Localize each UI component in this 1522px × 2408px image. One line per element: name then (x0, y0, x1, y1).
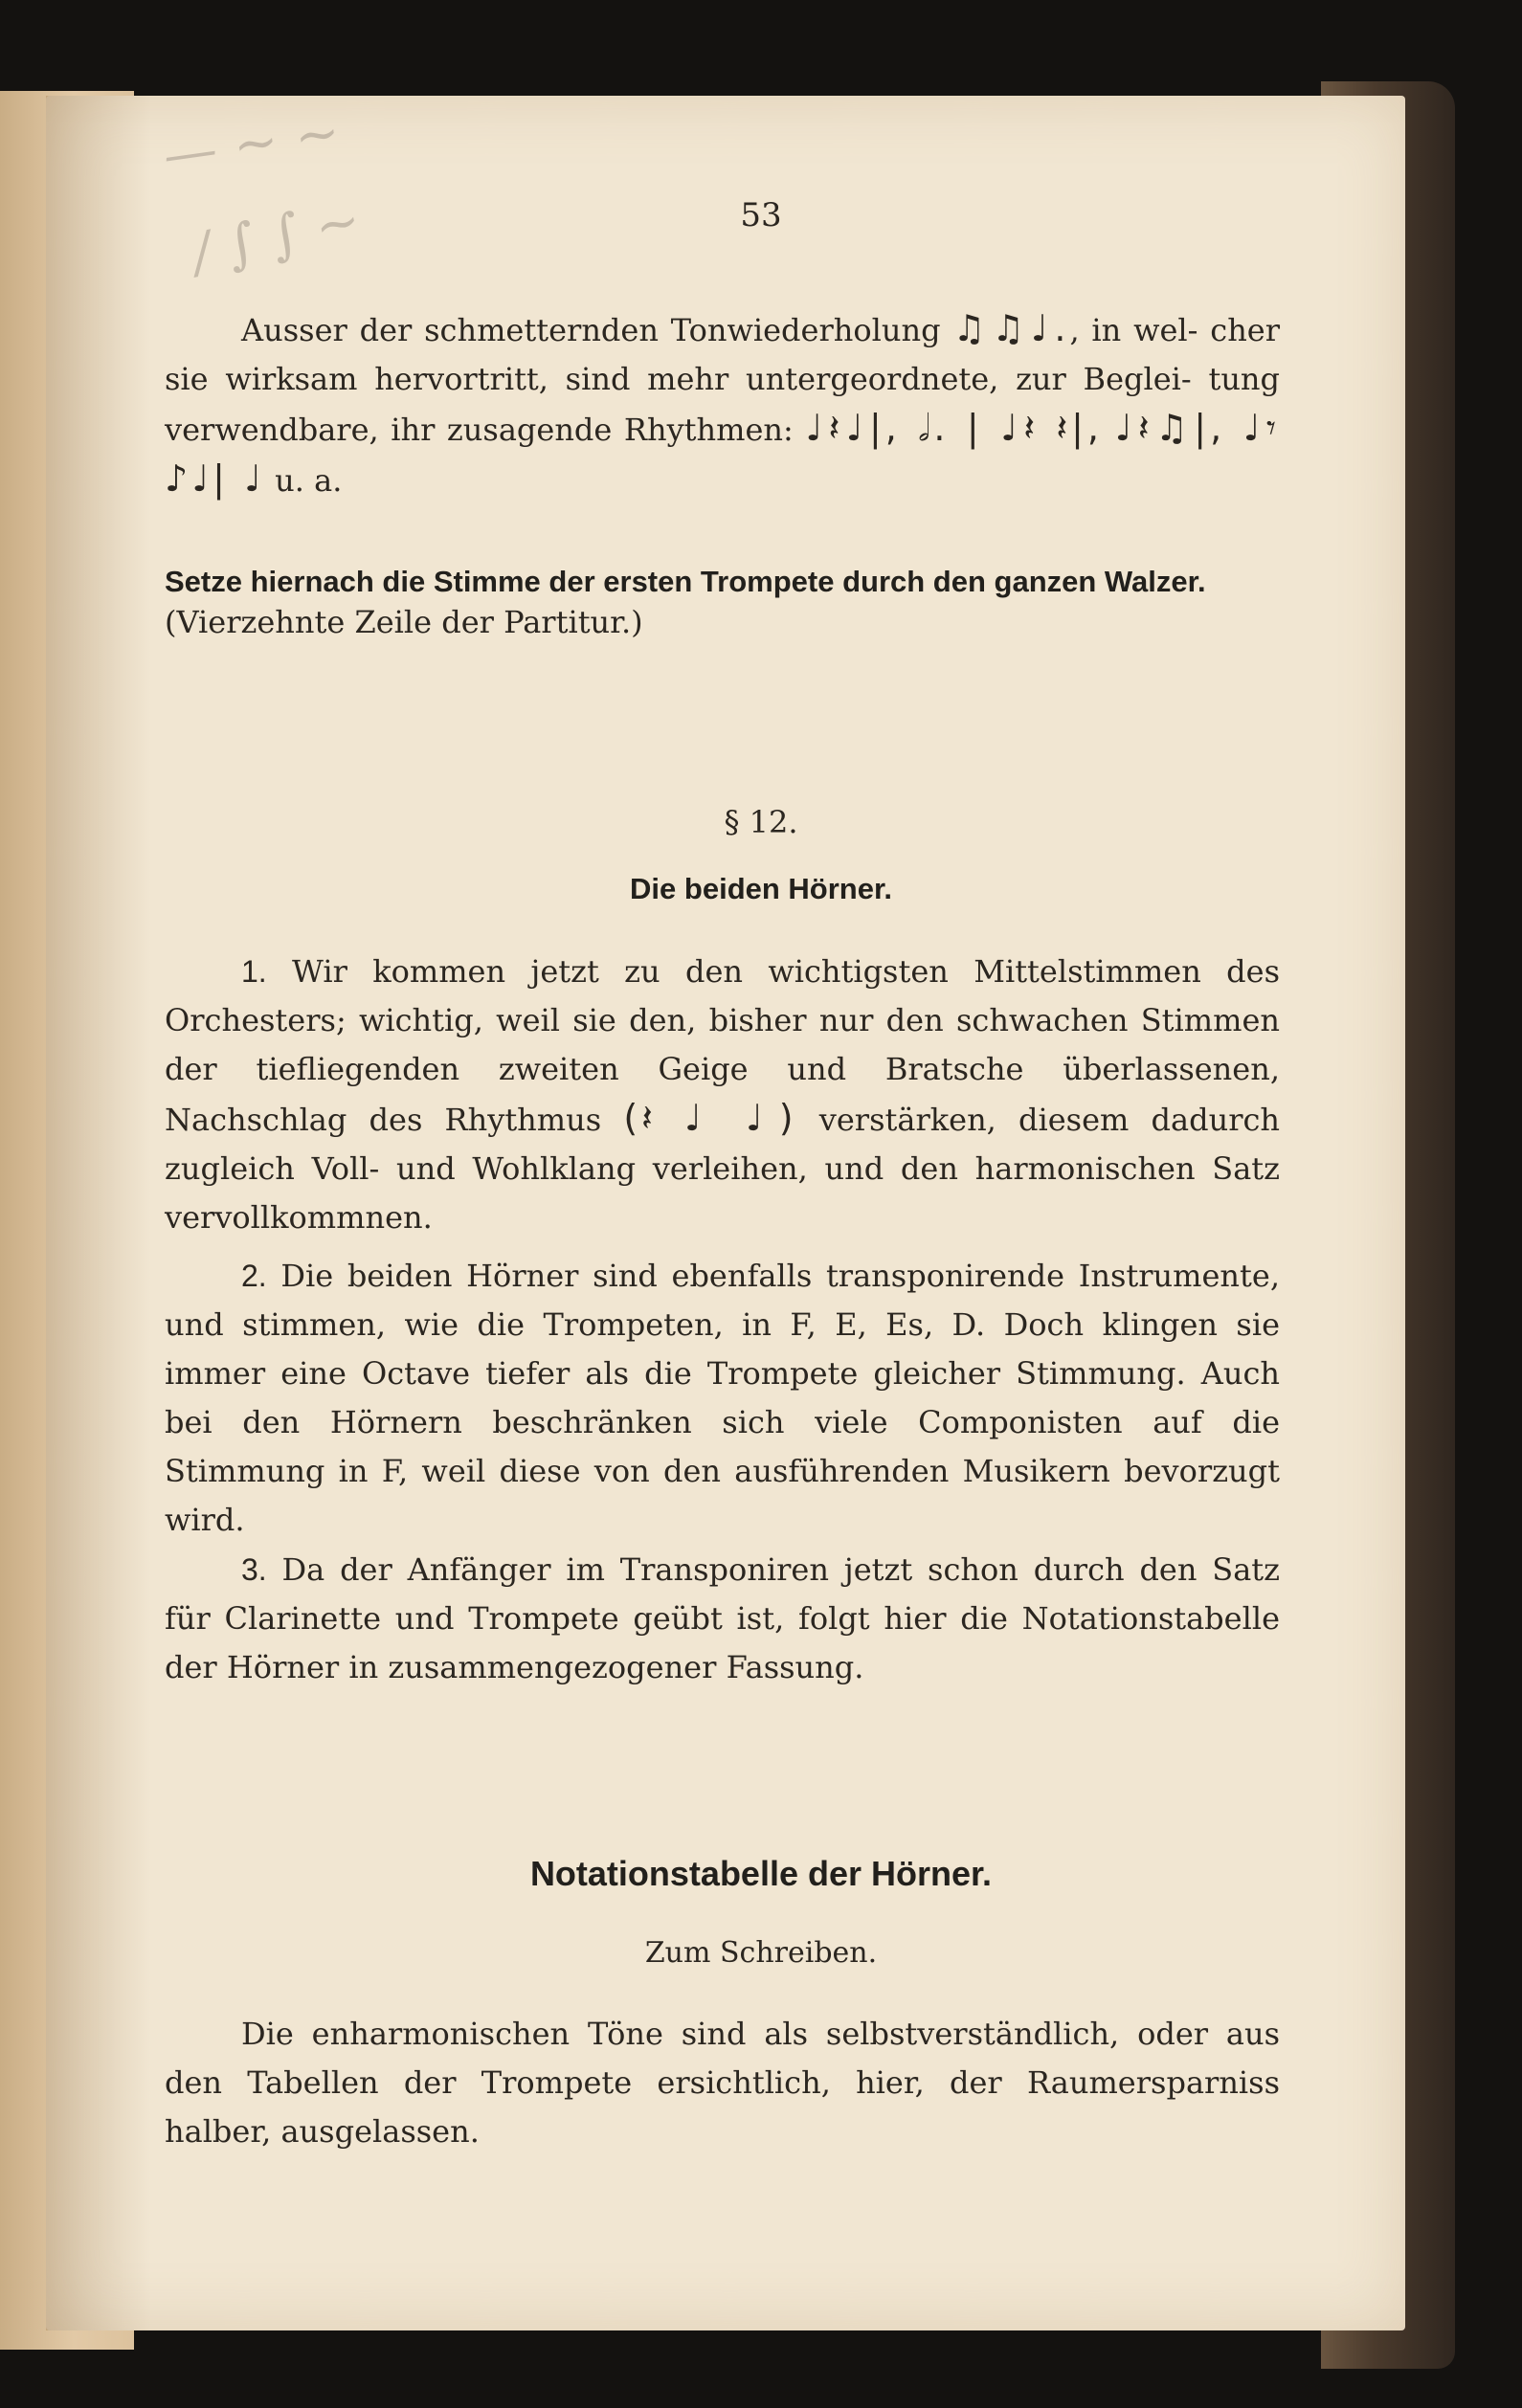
intro-line-3: tung verwendbare, ihr zusagende Rhythmen: (165, 361, 1281, 448)
paragraph-1-number: 1. (241, 954, 267, 989)
intro-line-1-tail: , in wel- (1069, 312, 1198, 348)
paragraph-3-number: 3. (241, 1552, 267, 1587)
rhythm-figure-3: ♩𝄽♫|, ♩𝄾 ♪♩| ♩ (165, 407, 1281, 500)
paragraph-2-number: 2. (241, 1259, 267, 1293)
pencil-mark-1: — ~ ~ (159, 100, 345, 188)
intro-paragraph (165, 304, 1280, 505)
rhythm-figure-2: ♩𝄽♩|, 𝅗𝅥. | ♩𝄽 𝄽|, (805, 407, 1104, 449)
exercise-note: (Vierzehnte Zeile der Partitur.) (165, 604, 643, 640)
intro-line-1: Ausser der schmetternden Tonwiederholung (241, 312, 941, 348)
paragraph-2-text: Die beiden Hörner sind ebenfalls transponirende Instrumente, und stimmen, wie die Trompeten, in F, E, Es, D. Doch klingen sie immer eine Octave tiefer als die Trompete gleicher Stimmung. Auch bei den Hörnern beschränken sich viele Componisten auf die Stimmung in F, weil diese von den ausführenden Musikern bevorzugt wird. (165, 1258, 1281, 1538)
paragraph-3 (165, 1546, 1280, 1692)
table-subtitle: Zum Schreiben. (644, 1936, 878, 1970)
table-title: Notationstabelle der Hörner. (529, 1854, 993, 1893)
paragraph-1-text-a: Wir kommen jetzt zu den wichtigsten Mittelstimmen des Orchesters; wichtig, weil sie den, bisher nur den schwachen Stimmen der tiefliegenden zweiten Geige und Bratsche überlassenen, Nachschlag des Rhythmus (165, 953, 1281, 1138)
rhythm-figure-4: (𝄽 ♩ ♩) (623, 1097, 797, 1139)
exercise-instruction: Setze hiernach die Stimme der ersten Trompete durch den ganzen Walzer. (165, 565, 1206, 598)
intro-line-2: cher sie wirksam hervortritt, sind mehr untergeordnete, zur Beglei- (165, 312, 1281, 397)
pencil-mark-2: / ∫ ∫ ~ (187, 189, 367, 285)
section-number: § 12. (724, 804, 798, 840)
paragraph-3-text: Da der Anfänger im Transponiren jetzt schon durch den Satz für Clarinette und Trompete geübt ist, folgt hier die Notationstabelle der Hörner in zusammengezogener Fassung. (165, 1551, 1281, 1685)
table-note: Die enharmonischen Töne sind als selbstverständlich, oder aus den Tabellen der Trompete ersichtlich, hier, der Raumersparniss halber, ausgelassen. (165, 2016, 1280, 2150)
paragraph-1 (165, 948, 1280, 1242)
page-number: 53 (740, 196, 782, 234)
intro-line-4-tail: u. a. (275, 462, 343, 499)
paragraph-1-text-b: verstärken, diesem dadurch zugleich Voll- und Wohlklang verleihen, und den harmonischen Satz vervollkommnen. (165, 1102, 1281, 1236)
rhythm-figure-1: ♫♫♩. (952, 307, 1070, 349)
paragraph-2 (165, 1252, 1280, 1545)
section-title: Die beiden Hörner. (630, 872, 892, 905)
